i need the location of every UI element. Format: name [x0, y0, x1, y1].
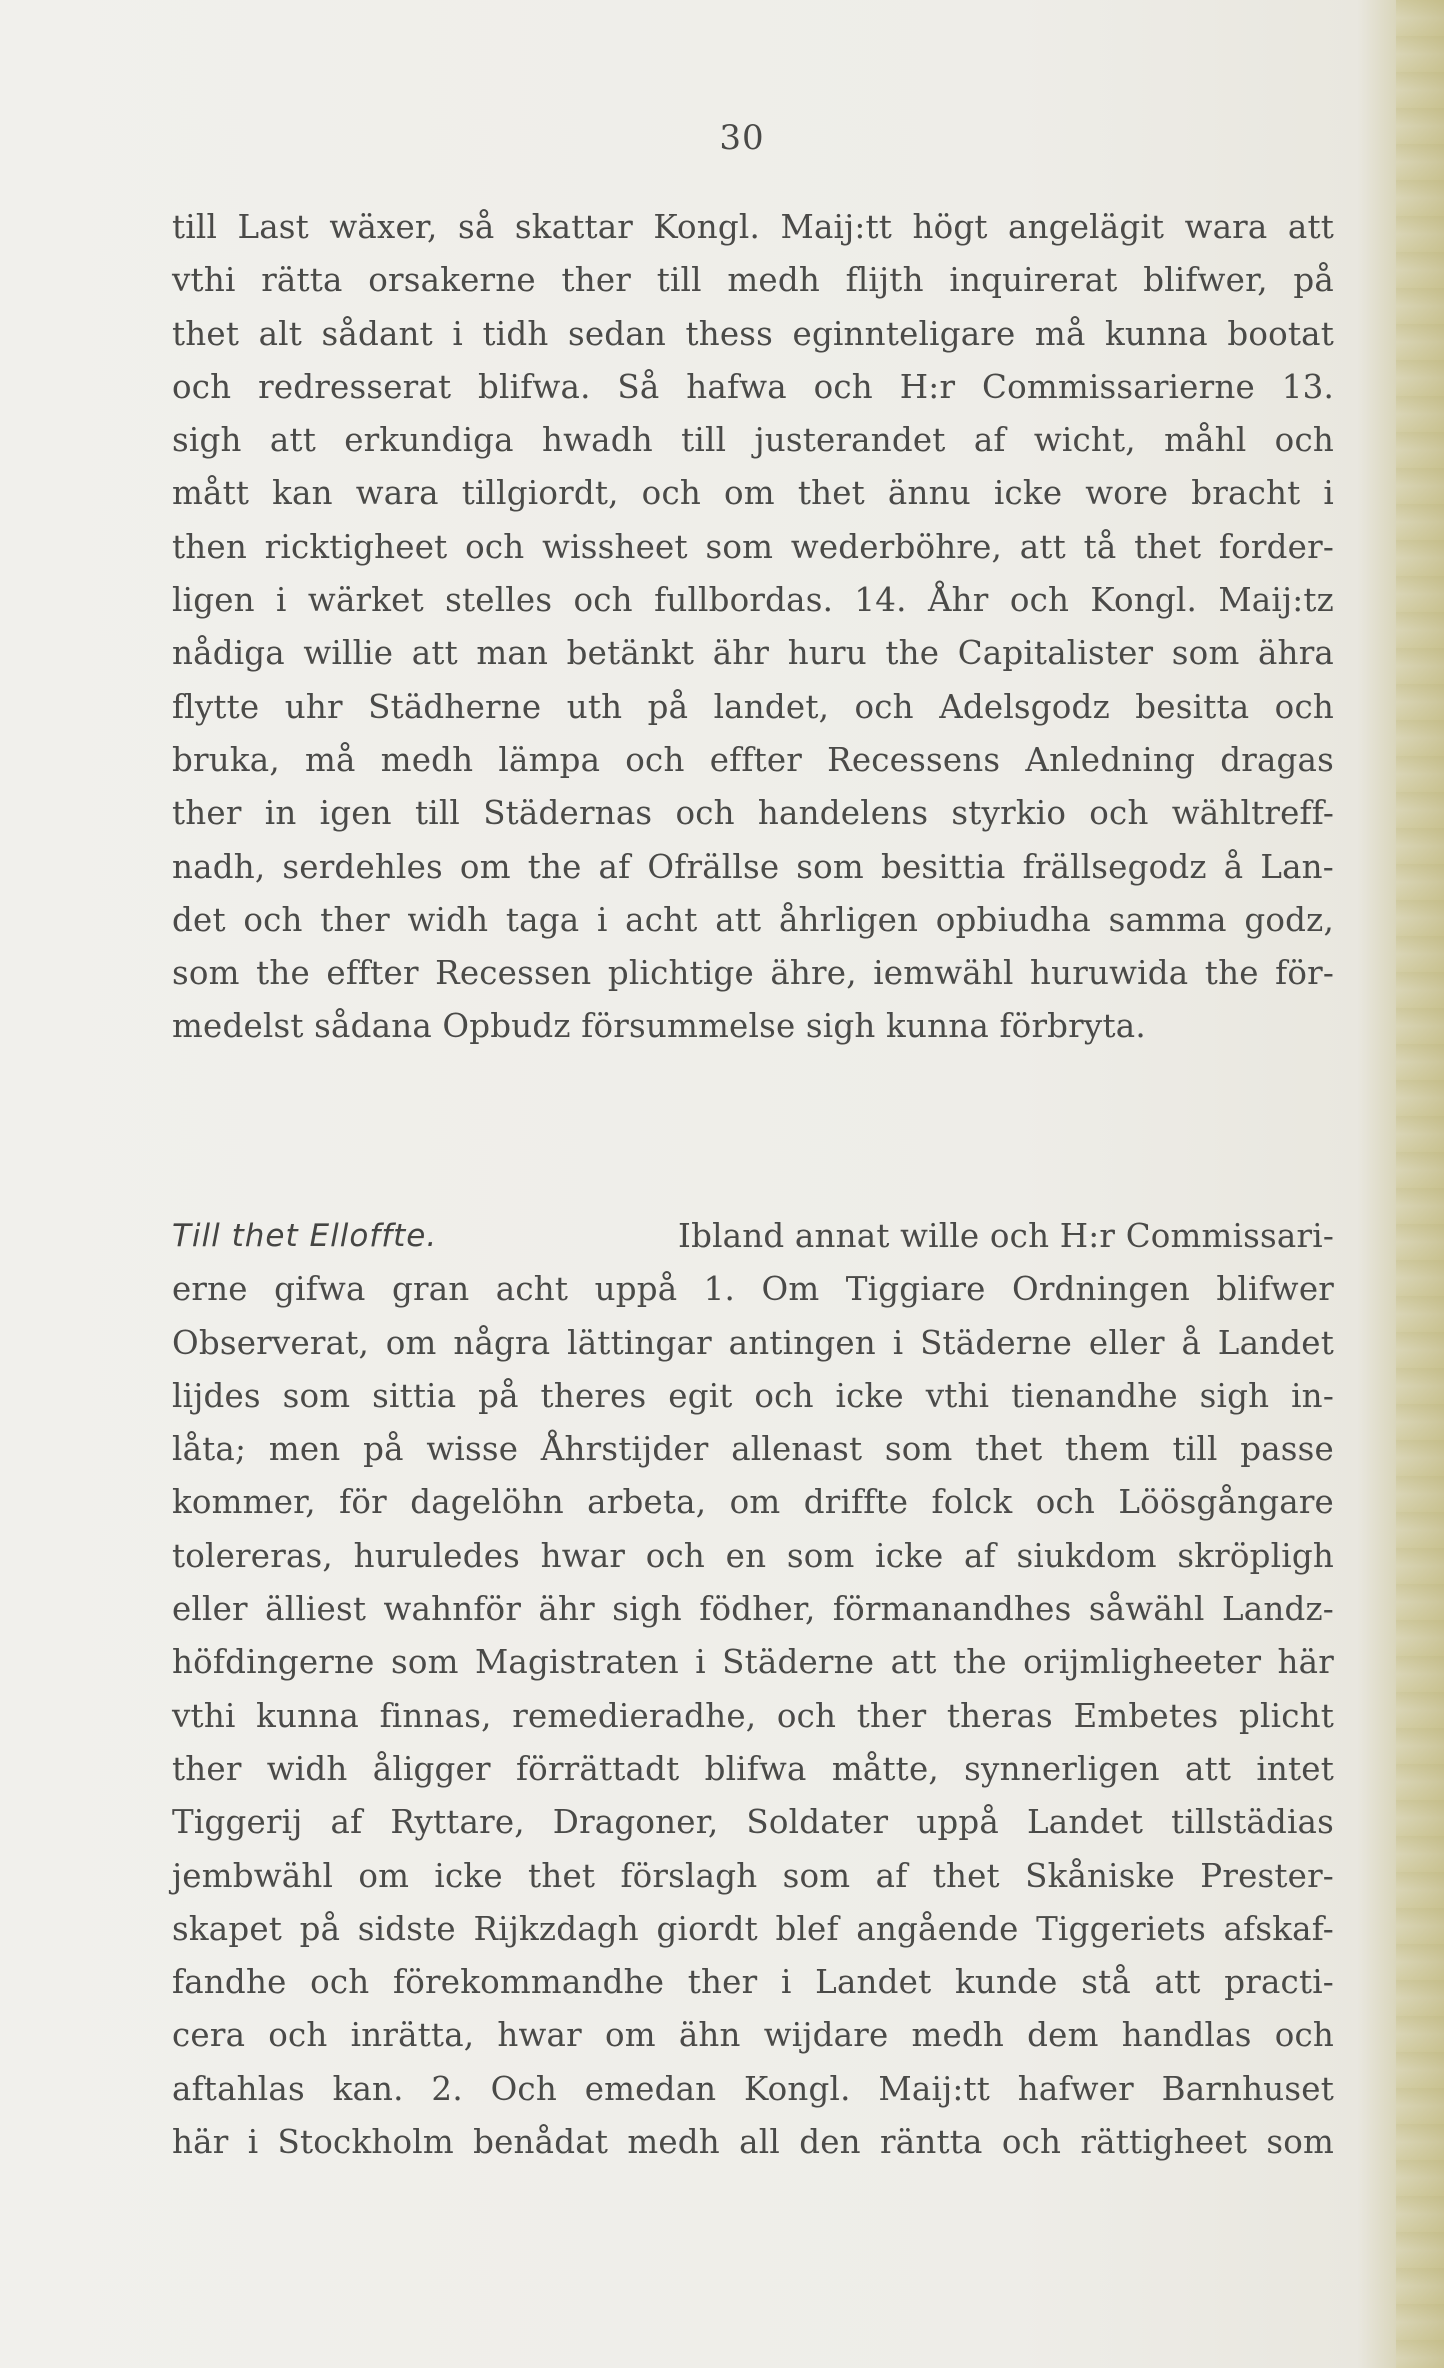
text-line: och redresserat blifwa. Så hafwa och H:r Commissarierne 13. — [172, 367, 1334, 406]
page-edge-stain — [1396, 0, 1444, 2368]
paragraph-1 — [172, 201, 1334, 1054]
text-line: kommer, för dagelöhn arbeta, om driffte folck och Löösgångare — [172, 1483, 1334, 1522]
text-line: tolereras, huruledes hwar och en som icke af siukdom skröpligh — [172, 1536, 1334, 1575]
text-line: bruka, må medh lämpa och effter Recessens Anledning dragas — [172, 740, 1334, 779]
text-line: det och ther widh taga i acht att åhrligen opbiudha samma godz, — [172, 900, 1334, 939]
text-line: ligen i wärket stelles och fullbordas. 14. Åhr och Kongl. Maij:tz — [172, 581, 1334, 620]
page-number: 30 — [719, 118, 765, 158]
text-line: Tiggerij af Ryttare, Dragoner, Soldater uppå Landet tillstädias — [172, 1803, 1334, 1842]
text-line: jembwähl om icke thet förslagh som af thet Skåniske Prester- — [172, 1856, 1334, 1895]
text-line: vthi rätta orsakerne ther till medh flijth inquirerat blifwer, på — [172, 261, 1334, 300]
text-line: vthi kunna finnas, remedieradhe, och ther theras Embetes plicht — [172, 1696, 1334, 1735]
text-line: flytte uhr Städherne uth på landet, och Adelsgodz besitta och — [172, 687, 1334, 726]
text-line: Observerat, om några lättingar antingen i Städerne eller å Landet — [172, 1323, 1334, 1362]
text-line: nadh, serdehles om the af Ofrällse som besittia frällsegodz å Lan- — [172, 847, 1334, 886]
heading-line — [172, 1210, 1334, 1263]
text-line: medelst sådana Opbudz försummelse sigh kunna förbryta. — [172, 1007, 1146, 1046]
text-line: till Last wäxer, så skattar Kongl. Maij:tt högt angelägit wara att — [172, 208, 1334, 246]
text-line: sigh att erkundiga hwadh till justerandet af wicht, måhl och — [172, 421, 1334, 460]
text-line: ther in igen till Städernas och handelens styrkio och wähltreff- — [172, 794, 1334, 833]
text-line: erne gifwa gran acht uppå 1. Om Tiggiare Ordningen blifwer — [172, 1270, 1334, 1309]
text-line: här i Stockholm benådat medh all den räntta och rättigheet som — [172, 2123, 1334, 2162]
text-line: then ricktigheet och wissheet som wederböhre, att tå thet forder- — [172, 527, 1334, 566]
text-line: thet alt sådant i tidh sedan thess eginnteligare må kunna bootat — [172, 314, 1334, 353]
text-line: aftahlas kan. 2. Och emedan Kongl. Maij:tt hafwer Barnhuset — [172, 2069, 1334, 2108]
text-line: eller älliest wahnför ähr sigh födher, förmanandhes såwähl Landz- — [172, 1590, 1334, 1629]
heading-line-text: Ibland annat wille och H:r Commissari- — [678, 1217, 1334, 1255]
text-line: lijdes som sittia på theres egit och icke vthi tienandhe sigh in- — [172, 1376, 1334, 1415]
text-line: fandhe och förekommandhe ther i Landet kunde stå att practi- — [172, 1963, 1334, 2002]
text-line: skapet på sidste Rijkzdagh giordt blef angående Tiggeriets afskaf- — [172, 1909, 1334, 1948]
text-line: cera och inrätta, hwar om ähn wijdare medh dem handlas och — [172, 2016, 1334, 2055]
text-line: låta; men på wisse Åhrstijder allenast som thet them till passe — [172, 1430, 1334, 1469]
paragraph-2 — [172, 1210, 1334, 2169]
text-line: höfdingerne som Magistraten i Städerne att the orijmligheeter här — [172, 1643, 1334, 1682]
text-line: ther widh åligger förrättadt blifwa måtte, synnerligen att intet — [172, 1749, 1334, 1788]
text-line: som the effter Recessen plichtige ähre, iemwähl huruwida the för- — [172, 954, 1334, 993]
text-line: nådiga willie att man betänkt ähr huru the Capitalister som ähra — [172, 634, 1334, 673]
text-line: mått kan wara tillgiordt, och om thet ännu icke wore bracht i — [172, 474, 1334, 513]
section-heading: Till thet Elloffte. — [172, 1218, 438, 1254]
